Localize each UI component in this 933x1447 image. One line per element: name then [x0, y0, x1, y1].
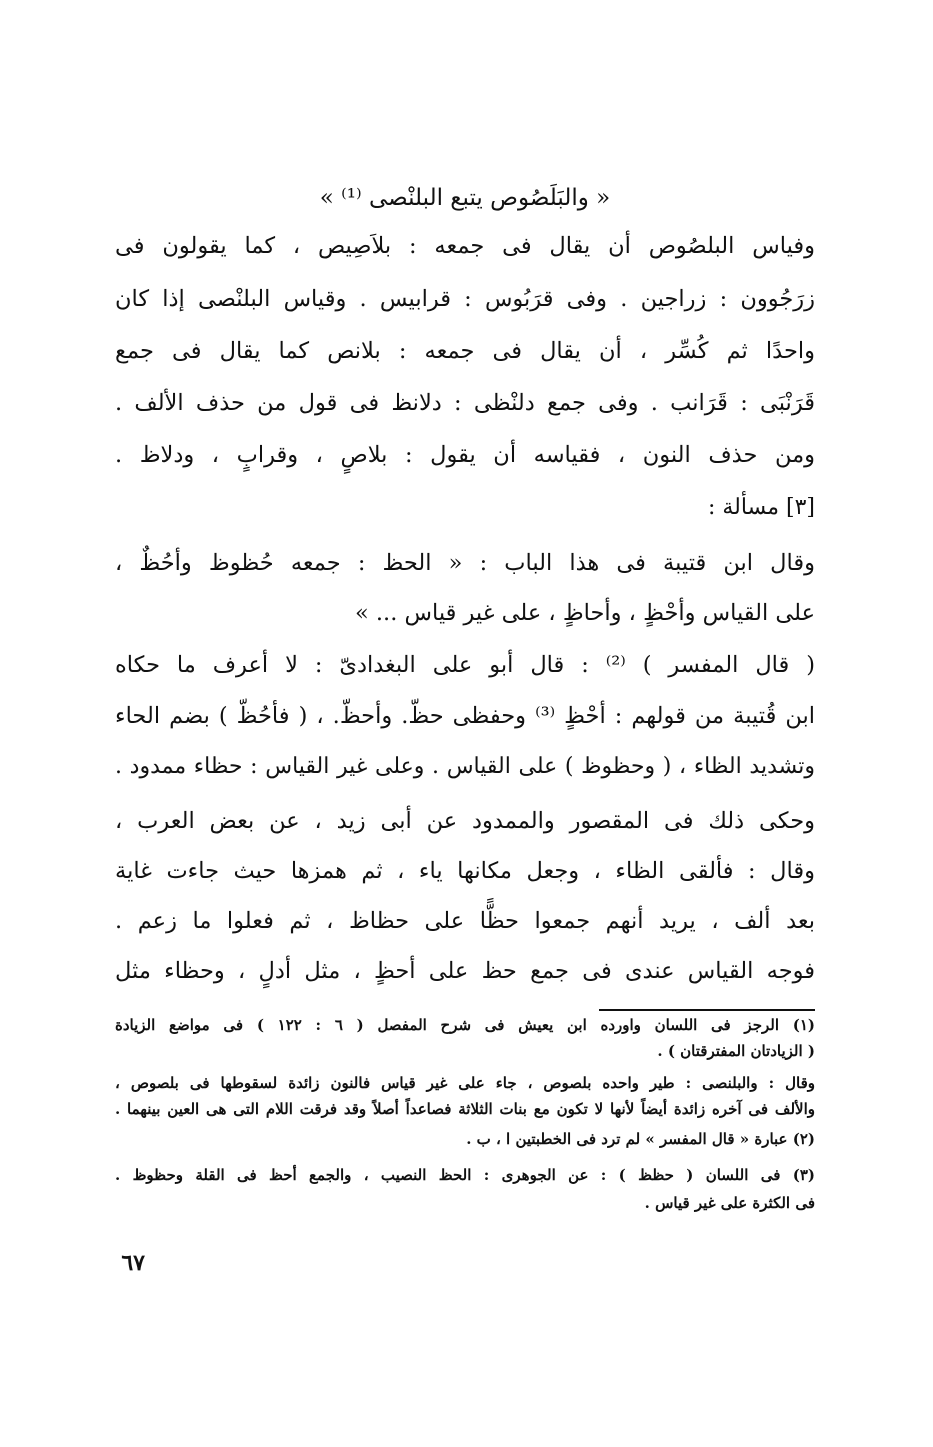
text-line: ( قال المفسر ) ⁽²⁾ : قال أبو على البغدادىّ : لا أعرف ما حكاه: [115, 652, 815, 678]
footnote-line: ( الزيادتان المفترقتان ) .: [657, 1042, 815, 1060]
page-number: ٦٧: [121, 1250, 145, 1276]
footnote-line: والألف فى آخره زائدة أيضاً لأنها لا تكون مع بنات الثلاثة فصاعداً أصلاً وقد فرقت اللام التى هى العين بينهما .: [115, 1100, 815, 1118]
text-line: فوجه القياس عندى فى جمع حظ على أحظٍ ، مثل أدلٍ ، وحظاء مثل: [115, 958, 815, 984]
text-line: وفياس البلصُوص أن يقال فى جمعه : بلاَصِيص ، كما يقولون فى: [115, 233, 815, 259]
footnote-line: (٢) عبارة « قال المفسر » لم ترد فى الخطبتين ا ، ب .: [466, 1130, 815, 1148]
footnote-line: فى الكثرة على غير قياس .: [644, 1194, 815, 1212]
text-line: زرَجُوون : زراجين . وفى قرَبُوس : قرابيس . وقياس البلنْصى إذا كان: [115, 286, 815, 312]
text-line: قَرَنْبَى : قَرَانب . وفى جمع دلنْظى : دلانظ فى قول من حذف الألف .: [115, 390, 815, 416]
text-line: وقال ابن قتيبة فى هذا الباب : « الحظ : جمعه حُظوظ وأحُظٌ ،: [115, 550, 815, 576]
text-line: ابن قُتيبة من قولهم : أحْظٍ ⁽³⁾ وحفظى حظّ. وأحظّ. ، ( فأحُظّ ) بضم الحاء: [115, 703, 815, 729]
text-line: وقال : فألقى الظاء ، وجعل مكانها ياء ، ثم همزها حيث جاءت غاية: [115, 858, 815, 884]
footnote-line: (٣) فى اللسان ( حظظ ) : عن الجوهرى : الحظ النصيب ، والجمع أحظ فى القلة وحظوظ .: [115, 1166, 815, 1184]
text-line: ومن حذف النون ، فقياسه أن يقول : بلاصٍ ، وقرابٍ ، ودلاظ .: [115, 442, 815, 468]
footnote-line: (١) الرجز فى اللسان واورده ابن يعيش فى شرح المفصل ( ٦ : ١٢٢ ) فى مواضع الزيادة: [115, 1016, 815, 1034]
text-line: واحدًا ثم كُسِّر ، أن يقال فى جمعه : بلانص كما يقال فى جمع: [115, 338, 815, 364]
footnote-line: وقال : والبلنصى : طير واحده بلصوص ، جاء على غير قياس فالنون زائدة لسقوطها فى بلصوص ،: [115, 1074, 815, 1092]
text-line: بعد ألف ، يريد أنهم جمعوا حظًّا على حظاظ ، ثم فعلوا ما زعم .: [115, 908, 815, 934]
verse-heading: « والبَلَصُوص يتبع البلنْصى ⁽¹⁾ »: [319, 185, 611, 211]
text-line: وتشديد الظاء ، ( وحظوظ ) على القياس . وعلى غير القياس : حظاء ممدود .: [115, 754, 815, 779]
text-line: وحكى ذلك فى المقصور والممدود عن أبى زيد ، عن بعض العرب ،: [115, 808, 815, 834]
footnote-divider: [599, 1009, 815, 1011]
text-line: على القياس وأحْظٍ ، وأحاظٍ ، على غير قياس ... »: [354, 600, 815, 626]
section-heading: [٣] مسألة :: [707, 495, 815, 520]
